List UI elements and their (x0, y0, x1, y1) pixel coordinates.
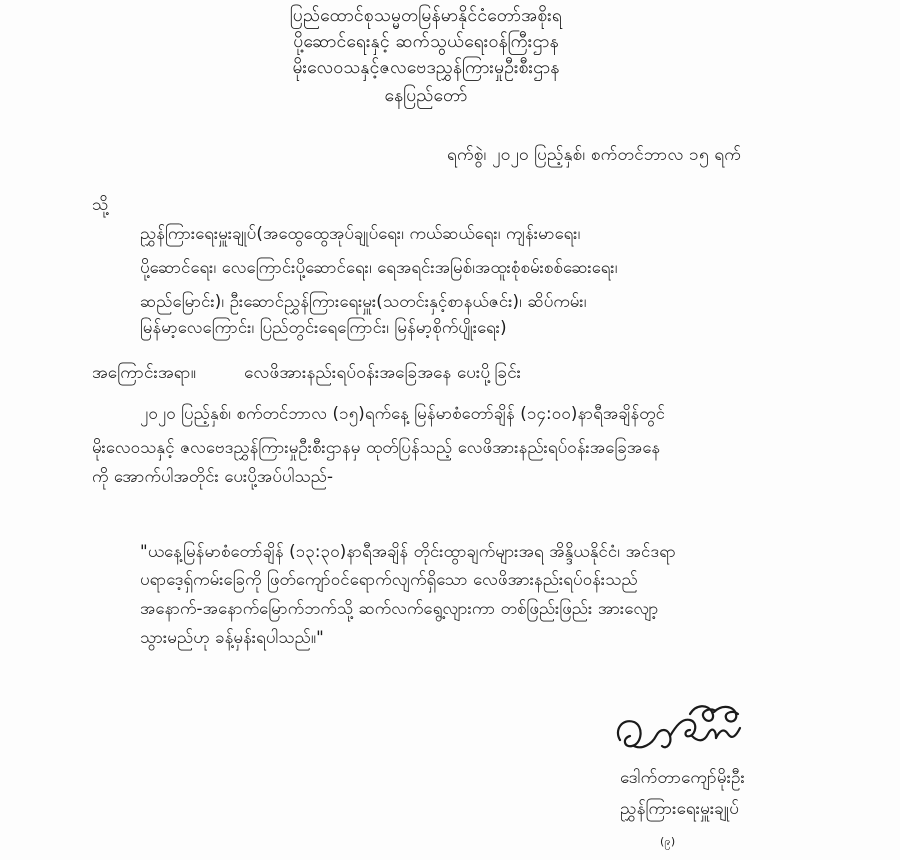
forecast-quote-line: ပရာဒေ့ရှ်ကမ်းခြေကို ဖြတ်ကျော်ဝင်ရောက်လျက်ရှိသော လေဖိအားနည်းရပ်ဝန်းသည် (140, 570, 638, 589)
body-paragraph-line: ကို အောက်ပါအတိုင်း ပေးပို့အပ်ပါသည်- (92, 467, 334, 486)
forecast-quote-line: "ယနေ့မြန်မာစံတော်ချိန် (၁၃:၃၀)နာရီအချိန် တိုင်းထွာချက်များအရ အိန္ဒိယနိုင်ငံ၊ အင်ဒရာ (140, 542, 676, 561)
signatory-name: ဒေါက်တာကျော်မိုးဦး (620, 768, 746, 788)
handwritten-signature (612, 700, 752, 770)
forecast-quote-line: သွားမည်ဟု ခန့်မှန်းရပါသည်။" (140, 628, 324, 647)
header-ministry: ပို့ဆောင်ရေးနှင့် ဆက်သွယ်ရေးဝန်ကြီးဌာန (293, 32, 559, 52)
letter-date: ရက်စွဲ၊ ၂၀၂၀ ပြည့်နှစ်၊ စက်တင်ဘာလ ၁၅ ရက် (447, 145, 742, 165)
subject-line (92, 361, 521, 385)
recipient-line: ဆည်မြောင်း)၊ ဦးဆောင်ညွှန်ကြားရေးမှူး(သတင်းနှင့်စာနယ်ဇင်း)၊ ဆိပ်ကမ်း၊ (140, 292, 587, 311)
recipient-line: ပို့ဆောင်ရေး၊ လေကြောင်းပို့ဆောင်ရေး၊ ရေအရင်းအမြစ်၊အထူးစုံစမ်းစစ်ဆေးရေး၊ (140, 258, 618, 277)
body-paragraph-line: ၂၀၂၀ ပြည့်နှစ်၊ စက်တင်ဘာလ (၁၅)ရက်နေ့ မြန်မာစံတော်ချိန် (၁၄:၀၀)နာရီအချိန်တွင် (140, 404, 666, 423)
subject-text: လေဖိအားနည်းရပ်ဝန်းအခြေအနေ ပေးပို့ခြင်း (244, 363, 522, 383)
forecast-quote-line: အနောက်-အနောက်မြောက်ဘက်သို့ ဆက်လက်ရွေ့လျားကာ တစ်ဖြည်းဖြည်း အားလျော့ (140, 599, 659, 618)
header-city: နေပြည်တော် (384, 86, 468, 106)
signature-initial-mark: (၉) (660, 835, 676, 848)
addressee-label: သို့ (92, 195, 109, 215)
header-department: မိုးလေဝသနှင့်ဇလဗေဒညွှန်ကြားမှုဦးစီးဌာန (292, 58, 560, 78)
subject-label: အကြောင်းအရာ။ (92, 363, 197, 383)
recipient-line: ညွှန်ကြားရေးမှူးချုပ်(အထွေထွေအုပ်ချုပ်ရေး၊ ကယ်ဆယ်ရေး၊ ကျန်းမာရေး၊ (140, 224, 581, 243)
recipient-line: မြန်မာ့လေကြောင်း၊ ပြည်တွင်းရေကြောင်း၊ မြန်မာ့စိုက်ပျိုးရေး) (140, 318, 507, 337)
signatory-title: ညွှန်ကြားရေးမှူးချုပ် (620, 799, 740, 819)
header-government: ပြည်ထောင်စုသမ္မတမြန်မာနိုင်ငံတော်အစိုးရ (289, 6, 563, 26)
body-paragraph-line: မိုးလေဝသနှင့် ဇလဗေဒညွှန်ကြားမှုဦးစီးဌာနမှ ထုတ်ပြန်သည့် လေဖိအားနည်းရပ်ဝန်းအခြေအနေ (92, 438, 661, 457)
